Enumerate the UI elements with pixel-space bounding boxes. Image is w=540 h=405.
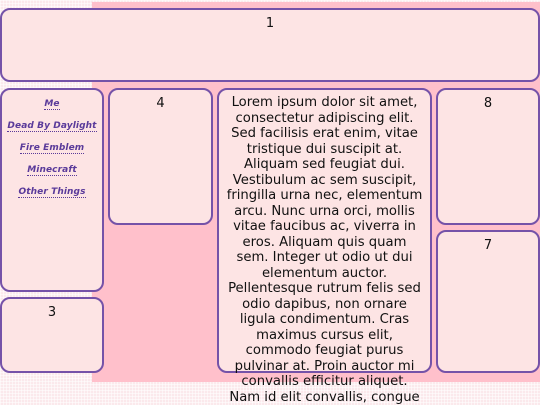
nav-link-dead-by-daylight[interactable]: Dead By Daylight: [7, 121, 97, 131]
nav-item-dead-by-daylight: [2, 118, 102, 133]
box-8-label: 8: [483, 96, 493, 111]
nav-item-minecraft: [2, 162, 102, 177]
nav-link-fire-emblem[interactable]: Fire Emblem: [19, 143, 85, 153]
nav-item-fire-emblem: [2, 140, 102, 155]
nav-item-me: [2, 96, 102, 111]
header-box: [0, 8, 540, 82]
nav-link-me[interactable]: Me: [44, 99, 60, 109]
nav-link-minecraft[interactable]: Minecraft: [27, 165, 77, 175]
box-3: [0, 297, 104, 373]
box-7: [436, 230, 540, 373]
header-box-label: 1: [265, 16, 275, 31]
nav-list: [2, 96, 102, 199]
box-4: [108, 88, 213, 225]
box-7-label: 7: [483, 238, 493, 253]
content-text: Lorem ipsum dolor sit amet, consectetur adipiscing elit. Sed facilisis erat enim, vitae tristique dui suscipit at. Aliquam sed feugiat dui. Vestibulum ac sem suscipit, fringilla urna nec, elementum arcu. Nunc urna orci, mollis vitae faucibus ac, viverra in eros. Aliquam quis quam sem. Integer ut odio ut dui elementum auctor. Pellentesque rutrum felis sed odio dapibus, non ornare ligula condimentum. Cras maximus cursus elit, commodo feugiat purus pulvinar at. Proin auctor mi convallis efficitur aliquet. Nam id elit convallis, congue: [226, 95, 423, 405]
nav-item-other-things: [2, 184, 102, 199]
sidebar-nav: [0, 88, 104, 292]
box-3-label: 3: [47, 305, 57, 320]
box-8: [436, 88, 540, 225]
content-box: [217, 88, 432, 405]
nav-link-other-things[interactable]: Other Things: [18, 187, 86, 197]
box-4-label: 4: [156, 96, 165, 111]
